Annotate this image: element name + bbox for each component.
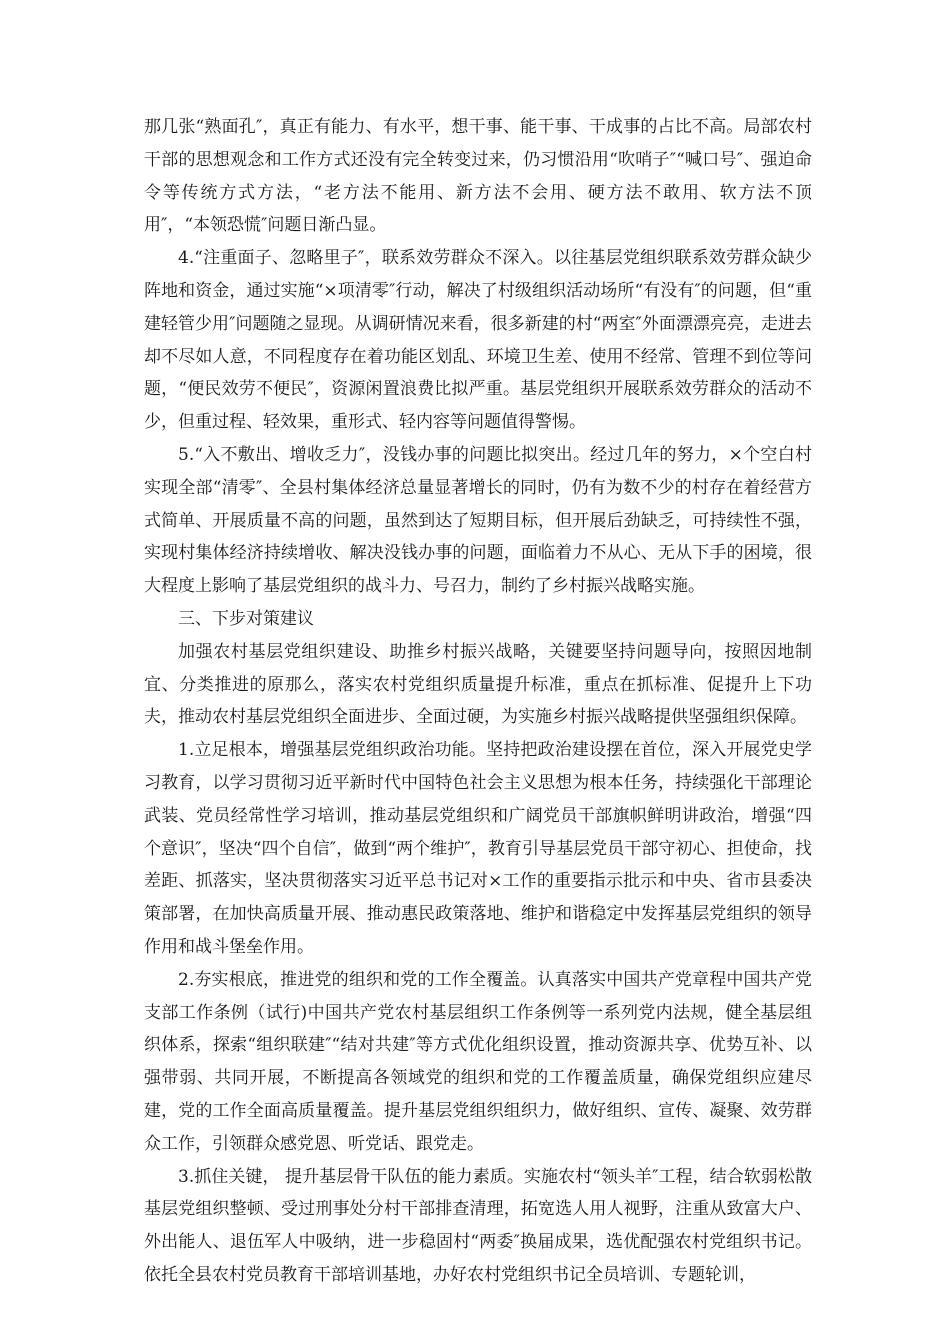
paragraph-item-4: 4.“注重面子、忽略里子″，联系效劳群众不深入。以往基层党组织联系效劳群众缺少阵地和资金，通过实施“×项清零″行动，解决了村级组织活动场所“有没有″的问题，但“重建轻管少用″问题随之显现。从调研情况来看，很多新建的村“两室″外面漂漂亮亮，走进去却不尽如人意，不同程度存在着功能区划乱、环境卫生差、使用不经常、管理不到位等问题，“便民效劳不便民″，资源闲置浪费比拟严重。基层党组织开展联系效劳群众的活动不少，但重过程、轻效果，重形式、轻内容等问题值得警惕。 — [144, 248, 812, 433]
paragraph-suggestion-1: 1.立足根本，增强基层党组织政治功能。坚持把政治建设摆在首位，深入开展党史学习教育，以学习贯彻习近平新时代中国特色社会主义思想为根本任务，持续强化干部理论武装、党员经常性学习培训，推动基层党组织和广阔党员干部旗帜鲜明讲政治，增强“四个意识″，坚决“四个自信″，做到“两个维护″，教育引导基层党员干部守初心、担使命，找差距、抓落实，坚决贯彻落实习近平总书记对×工作的重要指示批示和中央、省市县委决策部署，在加快高质量开展、推动惠民政策落地、维护和谐稳定中发挥基层党组织的领导作用和战斗堡垒作用。 — [144, 740, 812, 957]
paragraph-continuation: 那几张“熟面孔″，真正有能力、有水平，想干事、能干事、干成事的占比不高。局部农村干部的思想观念和工作方式还没有完全转变过来，仍习惯沿用“吹哨子″“喊口号″、强迫命令等传统方式方法，“老方法不能用、新方法不会用、硬方法不敢用、软方法不顶用″，“本领恐慌″问题日渐凸显。 — [144, 117, 812, 236]
paragraph-section-intro: 加强农村基层党组织建设、助推乡村振兴战略，关键要坚持问题导向，按照因地制宜、分类推进的原那么，落实农村党组织质量提升标准，重点在抓标准、促提升上下功夫，推动农村基层党组织全面进步、全面过硬，为实施乡村振兴战略提供坚强组织保障。 — [144, 641, 812, 728]
document-body — [144, 111, 812, 1292]
paragraph-suggestion-3: 3.抓住关键， 提升基层骨干队伍的能力素质。实施农村“领头羊″工程，结合软弱松散基层党组织整顿、受过刑事处分村干部排查清理，拓宽选人用人视野，注重从致富大户、外出能人、退伍军人中吸纳，进一步稳固村“两委″换届成果，选优配强农村党组织书记。依托全县农村党员教育干部培训基地，办好农村党组织书记全员培训、专题轮训， — [144, 1166, 812, 1285]
paragraph-item-5: 5.“入不敷出、增收乏力″，没钱办事的问题比拟突出。经过几年的努力，×个空白村实现全部“清零″、全县村集体经济总量显著增长的同时，仍有为数不少的村存在着经营方式简单、开展质量不高的问题，虽然到达了短期目标，但开展后劲缺乏，可持续性不强，实现村集体经济持续增收、解决没钱办事的问题，面临着力不从心、无从下手的困境，很大程度上影响了基层党组织的战斗力、号召力，制约了乡村振兴战略实施。 — [144, 444, 812, 597]
paragraph-suggestion-2: 2.夯实根底，推进党的组织和党的工作全覆盖。认真落实中国共产党章程中国共产党支部工作条例（试行)中国共产党农村基层组织工作条例等一系列党内法规，健全基层组织体系，探索“组织联建″“结对共建″等方式优化组织设置，推动资源共享、优势互补、以强带弱、共同开展，不断提高各领域党的组织和党的工作覆盖质量，确保党组织应建尽建，党的工作全面高质量覆盖。提升基层党组织组织力，做好组织、宣传、凝聚、效劳群众工作，引领群众感党恩、听党话、跟党走。 — [144, 969, 812, 1154]
section-heading-3: 三、下步对策建议 — [178, 608, 314, 629]
